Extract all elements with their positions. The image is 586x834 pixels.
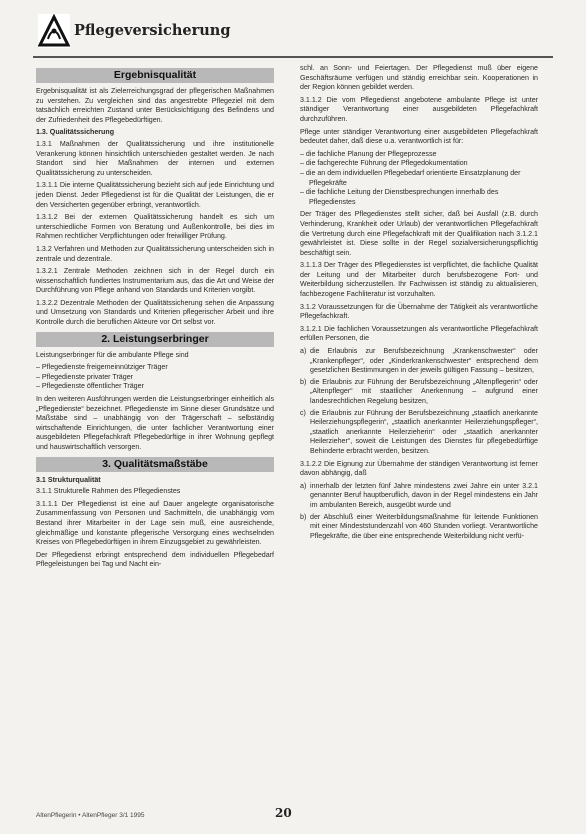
eligibility-list — [300, 482, 538, 542]
responsibility-list — [300, 150, 538, 208]
paragraph: Pflege unter ständiger Verantwortung einer ausgebildeten Pflegefachkraft bedeutet daher, daß diese u.a. verantwortlich ist für: — [300, 127, 538, 146]
paragraph: Der Träger des Pflegedienstes stellt sicher, daß bei Ausfall (z.B. durch Verhinderung, Krankheit oder Urlaub) der verantwortlichen Pflegefachkraft die Vertretung durch eine Pflegefachkraft mit der Qualifikation nach 3.1.2.1 gewährleistet ist. Diese sollte in der Regel sozialversicherungspflichtig beschäftigt sein. — [300, 210, 538, 257]
paragraph: 1.3.1.1 Die interne Qualitätssicherung bezieht sich auf jede Einrichtung und jeden Dienst. Jeder Pflegedienst ist für die Qualität der Leistungen, die er den Versicherten gegenüber erbringt, verantwortlich. — [36, 181, 274, 209]
list-item: – die fachliche Leitung der Dienstbesprechungen innerhalb des Pflegedienstes — [300, 188, 538, 207]
list-text: die Erlaubnis zur Führung der Berufsbezeichnung „Altenpflegerin“ oder „Altenpfleger“ mit staatlicher Anerkennung – aufgrund einer landesrechtlichen Regelung besitzen, — [310, 377, 538, 405]
paragraph: 3.1.1.2 Die vom Pflegedienst angebotene ambulante Pflege ist unter ständiger Verantwortung einer ausgebildeten Pflegefachkraft durchzuführen. — [300, 95, 538, 123]
paragraph: 3.1.1 Strukturelle Rahmen des Pflegedienstes — [36, 487, 181, 496]
paragraph: 1.3.2 Verfahren und Methoden zur Qualitätssicherung unterscheiden sich in zentrale und dezentrale. — [36, 244, 274, 263]
list-label: c) — [300, 408, 306, 417]
list-text: der Abschluß einer Weiterbildungsmaßnahme für leitende Funktionen mit einer Mindeststundenzahl von 460 Stunden vorliegt. Verantwortliche Pflegekräfte, die über eine entsprechende Weiterbildung nicht verfü- — [310, 512, 538, 540]
heading-ergebnisqualitaet: Ergebnisqualität — [36, 68, 274, 83]
list-text: die Erlaubnis zur Berufsbezeichnung „Krankenschwester“ oder „Krankenpfleger“, oder „Kinderkrankenschwester“ entsprechend dem gesetzlichen Bestimmungen in der jeweils gültigen Fassung – besitzen, — [310, 347, 538, 375]
list-item — [300, 513, 538, 542]
paragraph: 1.3.2.2 Dezentrale Methoden der Qualitätssicherung sehen die Anpassung und Umsetzung von Standards und Kriterien pflegerischer Arbeit und ihre Kontrolle durch die beruflichen Akteure vor Ort selbst vor. — [36, 298, 274, 327]
qualification-list — [300, 347, 538, 457]
list-item: – Pflegedienste öffentlicher Träger — [36, 382, 274, 392]
paragraph: Leistungserbringer für die ambulante Pflege sind — [36, 350, 189, 359]
paragraph: 1.3.1 Maßnahmen der Qualitätssicherung und ihre institutionelle Verankerung können hinsichtlich unterschieden gestaltet werden. Je nach Standort sind hier Maßnahmen der internen und externen Qualitätssicherung zu unterscheiden. — [36, 139, 274, 177]
triangle-logo-icon — [38, 14, 70, 48]
list-item: – die fachliche Planung der Pflegeprozesse — [300, 150, 538, 160]
list-item — [300, 409, 538, 457]
footer-source: AltenPflegerin • AltenPfleger 3/1 1995 — [36, 812, 145, 819]
list-label: a) — [300, 481, 307, 490]
paragraph: schl. an Sonn- und Feiertagen. Der Pflegedienst muß über eigene Geschäftsräume verfügen und ständig erreichbar sein. Kooperationen in der Region können gebildet werden. — [300, 64, 538, 92]
page-header — [38, 14, 558, 54]
heading-qualitaetsmassstaebe: 3. Qualitätsmaßstäbe — [36, 457, 274, 472]
paragraph: Ergebnisqualität ist als Zielerreichungsgrad der pflegerischen Maßnahmen zu verstehen. Zu vergleichen sind das angestrebte Pflegeziel mit dem tatsächlich erreichten Zustand unter Berücksichtigung des Befindens und der Zufriedenheit des Pflegebedürftigen. — [36, 87, 274, 124]
list-label: a) — [300, 347, 307, 356]
left-column — [36, 64, 274, 573]
list-item: – die an dem individuellen Pflegebedarf orientierte Einsatzplanung der Pflegekräfte — [300, 169, 538, 188]
paragraph: 3.1.1.1 Der Pflegedienst ist eine auf Dauer angelegte organisatorische Zusammenfassung von Personen und Sachmitteln, die unabhängig vom Bestand ihrer Mitarbeiter in der Lage sein muß, eine ausreichende, gleichmäßige und konstante pflegerische Versorgung eines wechselnden Kreises von Pflegebedürftigen in ihrem Einzugsgebiet zu gewährleisten. — [36, 499, 274, 547]
paragraph: 3.1.2 Voraussetzungen für die Übernahme der Tätigkeit als verantwortliche Pflegefachkraft. — [300, 302, 538, 321]
paragraph: 3.1.1.3 Der Träger des Pflegedienstes ist verpflichtet, die fachliche Qualität der Leitung und der Mitarbeiter durch berufsbezogene Fort- und Weiterbildung sicherzustellen. Ihr Fachwissen ist ständig zu aktualisieren, fachbezogene Fachliteratur ist vorzuhalten. — [300, 261, 538, 299]
heading-leistungserbringer: 2. Leistungserbringer — [36, 332, 274, 347]
list-item — [300, 482, 538, 511]
subheading: 3.1 Strukturqualität — [36, 475, 101, 484]
subheading: 1.3. Qualitätssicherung — [36, 128, 115, 137]
list-label: b) — [300, 512, 307, 521]
page-number: 20 — [275, 806, 292, 820]
list-text: die Erlaubnis zur Führung der Berufsbezeichnung „staatlich anerkannte Heilerziehungspflegerin“, „staatlich anerkannter Heilerziehungspfleger“, „staatlich anerkannte Heilerzieherin“ oder „staatlich anerkannter Heilerzieher“, soweit die Leistungen des Dienstes für pflegebedürftige Behinderte erbracht werden, besitzen. — [310, 408, 538, 455]
provider-list — [36, 363, 274, 392]
list-item — [300, 347, 538, 376]
list-text: innerhalb der letzten fünf Jahre mindestens zwei Jahre ein unter 3.2.1 genannter Beruf hauptberuflich, davon in der Regel mindestens ein Jahr im ambulanten Bereich, ausgeübt wurde und — [310, 481, 538, 509]
paragraph: Der Pflegedienst erbringt entsprechend dem individuellen Pflegebedarf Pflegeleistungen bei Tag und Nacht ein- — [36, 550, 274, 569]
list-label: b) — [300, 377, 307, 386]
paragraph: 3.1.2.1 Die fachlichen Voraussetzungen als verantwortliche Pflegefachkraft erfüllen Personen, die — [300, 324, 538, 343]
list-item — [300, 378, 538, 407]
right-column — [300, 64, 538, 544]
header-rule — [33, 56, 553, 58]
list-item: – Pflegedienste freigemeinnütziger Träger — [36, 363, 274, 373]
paragraph: 1.3.2.1 Zentrale Methoden zeichnen sich in der Regel durch ein wissenschaftlich fundiertes Instrumentarium aus, das die Art und Weise der Durchführung von Pflege anhand von Standards und Kriterien vorgibt. — [36, 267, 274, 295]
list-item: – Pflegedienste privater Träger — [36, 373, 274, 383]
paragraph: In den weiteren Ausführungen werden die Leistungserbringer einheitlich als „Pflegedienste“ bezeichnet. Pflegedienste im Sinne dieser Grundsätze und Maßstäbe sind – unabhängig von der Trägerschaft – selbständig wirtschaftende Einrichtungen, die unter fachlicher Verantwortung einer ausgebildeten Pflegefachkraft Pflegebedürftige in ihrer Wohnung gepflegt und hauswirtschaftlich versorgen. — [36, 395, 274, 451]
paragraph: 1.3.1.2 Bei der externen Qualitätssicherung handelt es sich um unterschiedliche Formen von Beratung und Außenkontrolle, bei dies im Rahmen rechtlicher Verpflichtungen oder freiwilliger Prüfung. — [36, 213, 274, 241]
paragraph: 3.1.2.2 Die Eignung zur Übernahme der ständigen Verantwortung ist ferner davon abhängig, daß — [300, 459, 538, 478]
list-item: – die fachgerechte Führung der Pflegedokumentation — [300, 159, 538, 169]
page-title: Pflegeversicherung — [74, 22, 231, 39]
